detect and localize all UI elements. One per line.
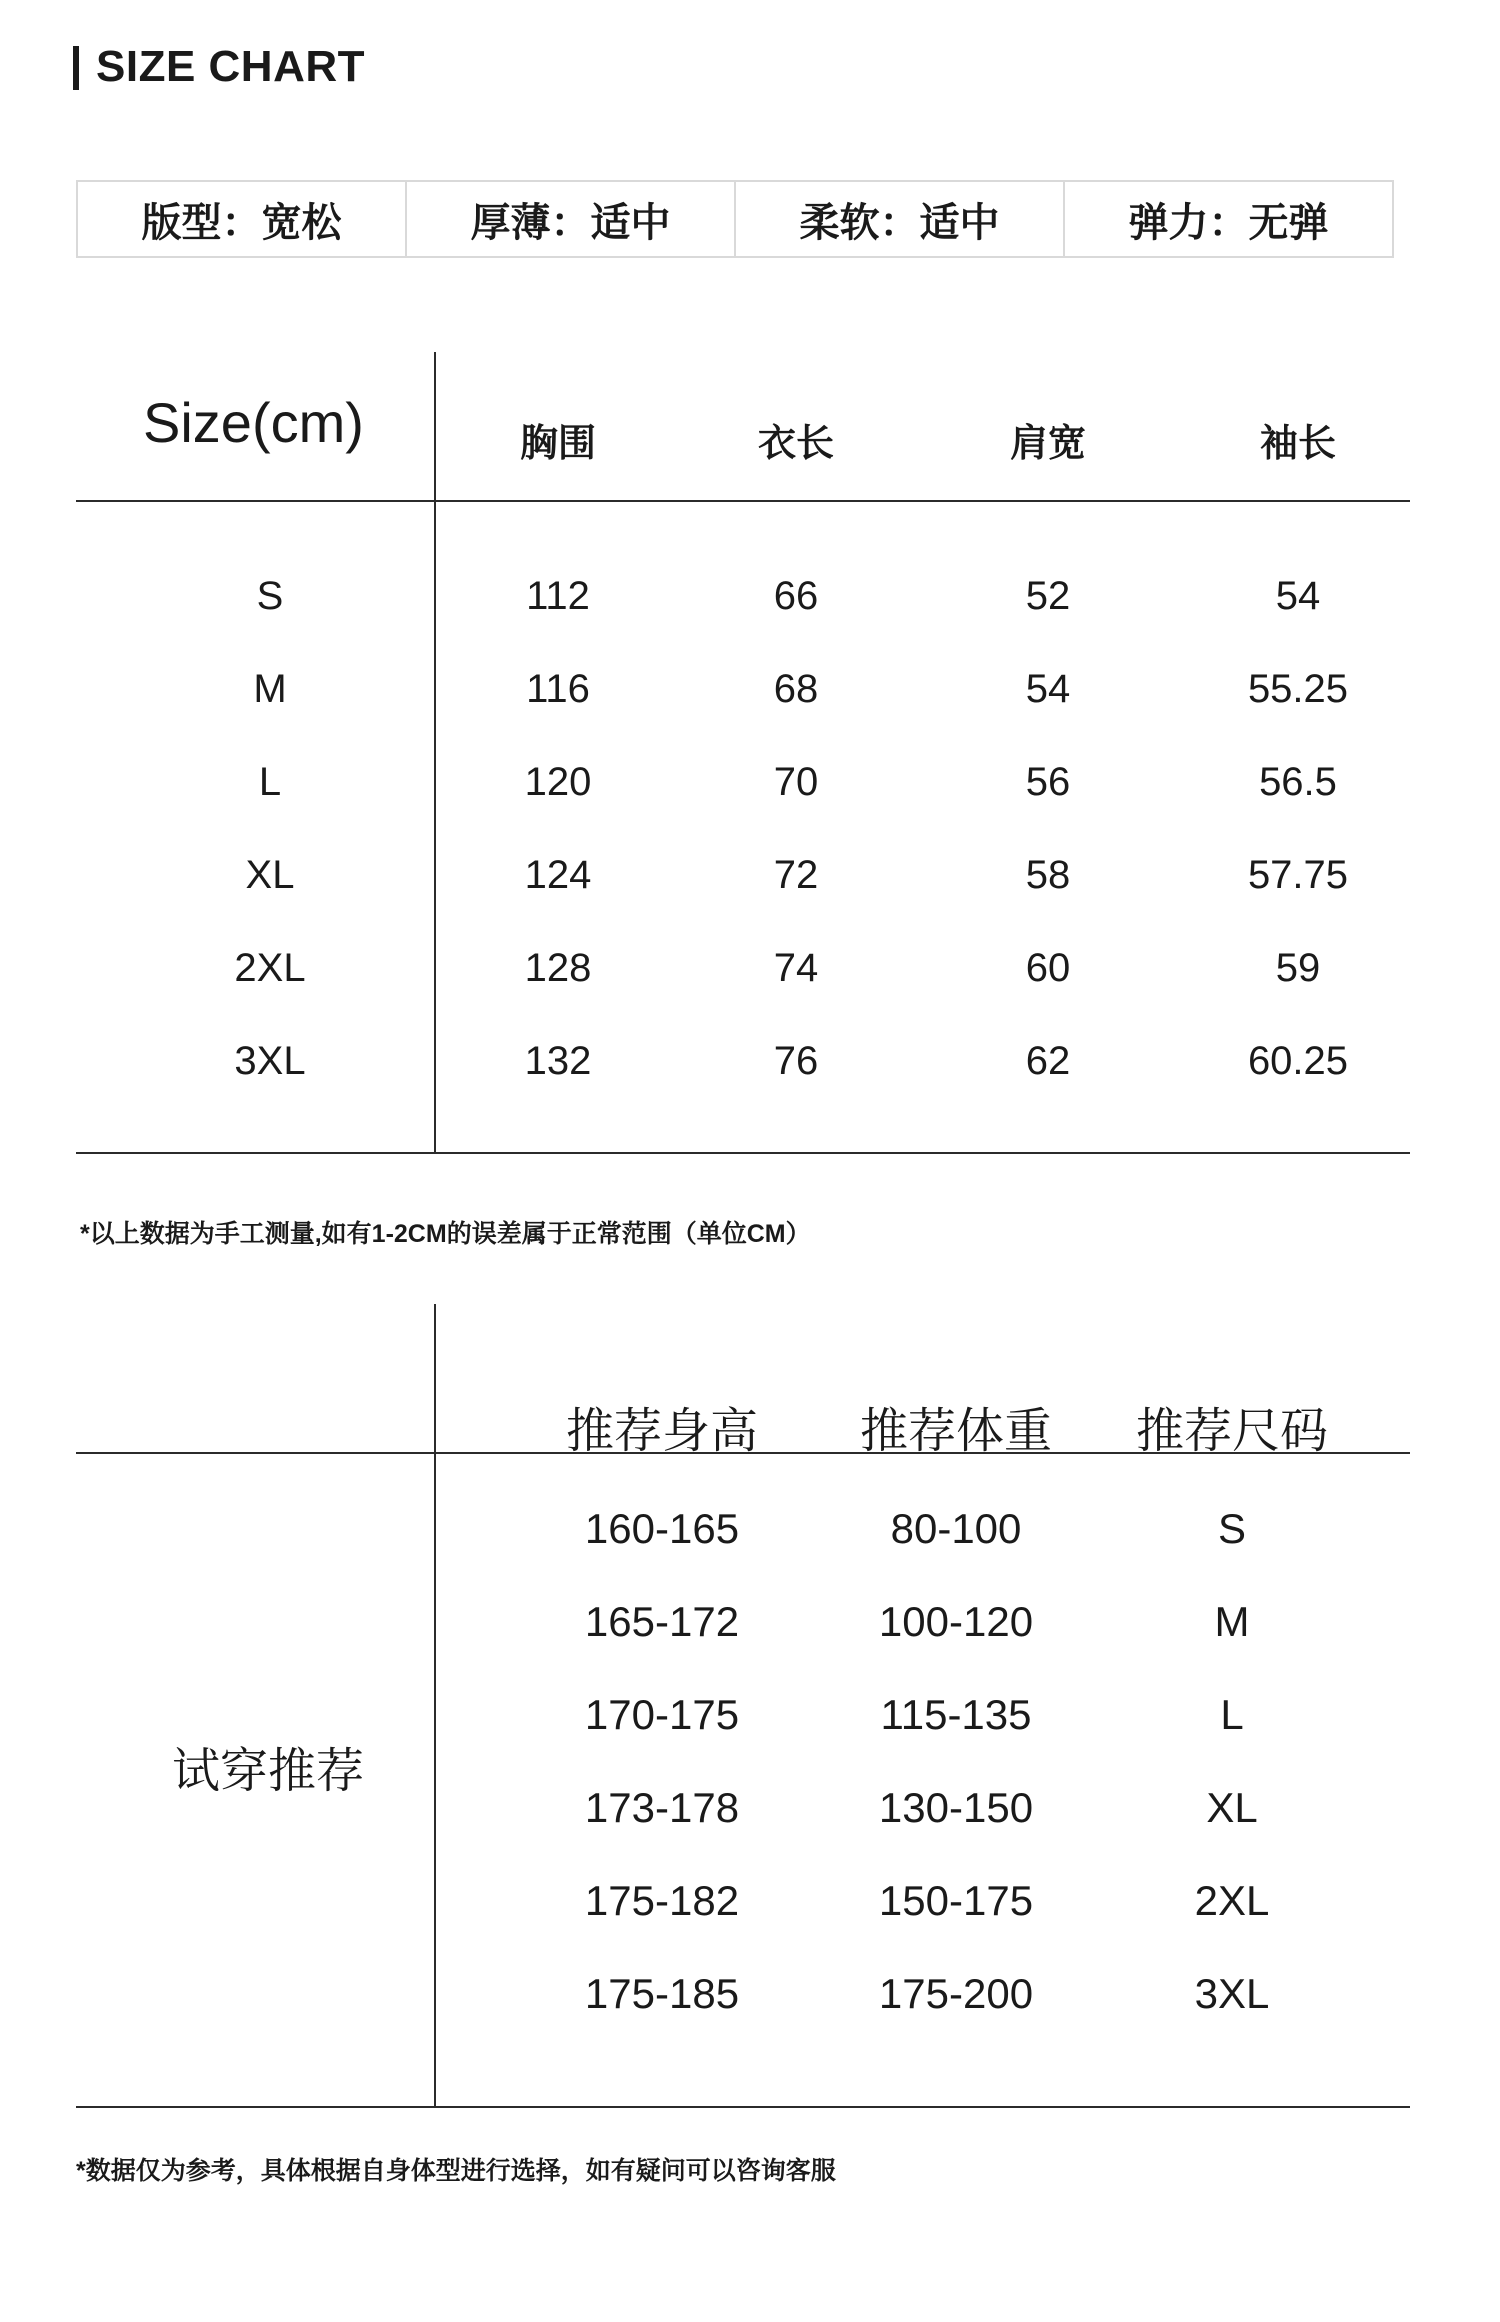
table-cell: 170-175 [584, 1691, 740, 1738]
column-header-length: 衣长 [757, 423, 834, 465]
size-table-divider-vertical [434, 352, 436, 1152]
table-cell: 72 [773, 853, 819, 897]
size-cell: S [256, 574, 284, 618]
size-table-header-rule [76, 500, 1410, 502]
table-cell: 175-182 [584, 1877, 740, 1924]
page-title: SIZE CHART [96, 42, 365, 91]
column-header-shoulder: 肩宽 [1009, 423, 1086, 465]
table-cell: 120 [524, 760, 592, 804]
recommend-table-bottom-rule [76, 2106, 1410, 2108]
table-cell: 100-120 [878, 1598, 1034, 1645]
column-header-weight: 推荐体重 [859, 1405, 1052, 1458]
table-cell: 3XL [1194, 1970, 1270, 2017]
table-cell: 124 [524, 853, 592, 897]
table-cell: XL [1206, 1784, 1258, 1831]
size-cell: L [258, 760, 282, 804]
size-cell: 3XL [234, 1039, 306, 1083]
table-cell: 128 [524, 946, 592, 990]
table-cell: 54 [1275, 574, 1321, 618]
table-cell: 2XL [1194, 1877, 1270, 1924]
attribute-softness: 柔软：适中 [736, 182, 1065, 256]
attribute-fit: 版型：宽松 [78, 182, 407, 256]
table-cell: 59 [1275, 946, 1321, 990]
table-cell: L [1220, 1691, 1244, 1738]
title-accent-bar [73, 46, 79, 90]
table-cell: 66 [773, 574, 819, 618]
table-cell: 80-100 [890, 1505, 1022, 1552]
attribute-row [76, 180, 1394, 258]
table-cell: M [1214, 1598, 1250, 1645]
table-cell: 175-200 [878, 1970, 1034, 2017]
size-cell: XL [245, 853, 295, 897]
reference-note: *数据仅为参考，具体根据自身体型进行选择，如有疑问可以咨询客服 [76, 2157, 836, 2185]
table-cell: S [1217, 1505, 1246, 1552]
size-table-label: Size(cm) [143, 391, 364, 454]
table-cell: 60.25 [1247, 1039, 1349, 1083]
table-cell: 112 [526, 574, 590, 618]
attribute-elasticity: 弹力：无弹 [1128, 200, 1329, 245]
table-cell: 62 [1025, 1039, 1071, 1083]
table-cell: 54 [1025, 667, 1071, 711]
table-cell: 115-135 [880, 1691, 1032, 1738]
table-cell: 56 [1025, 760, 1071, 804]
column-header-size: 推荐尺码 [1135, 1405, 1328, 1458]
size-cell: M [253, 667, 287, 711]
table-cell: 56.5 [1259, 760, 1337, 804]
table-cell: 132 [524, 1039, 592, 1083]
table-cell: 52 [1025, 574, 1071, 618]
table-cell: 55.25 [1247, 667, 1349, 711]
column-header-sleeve: 袖长 [1259, 423, 1336, 465]
table-cell: 160-165 [584, 1505, 740, 1552]
table-cell: 76 [773, 1039, 819, 1083]
table-cell: 58 [1025, 853, 1071, 897]
table-cell: 175-185 [584, 1970, 740, 2017]
table-cell: 68 [773, 667, 819, 711]
column-header-chest: 胸围 [519, 423, 596, 465]
table-cell: 74 [773, 946, 819, 990]
size-table-bottom-rule [76, 1152, 1410, 1154]
attribute-thickness: 厚薄：适中 [407, 182, 736, 256]
table-cell: 165-172 [584, 1598, 740, 1645]
recommend-table-divider-vertical [434, 1304, 436, 2106]
table-cell: 130-150 [878, 1784, 1034, 1831]
size-cell: 2XL [234, 946, 306, 990]
measurement-note: *以上数据为手工测量,如有1-2CM的误差属于正常范围（单位CM） [80, 1220, 811, 1248]
table-cell: 70 [773, 760, 819, 804]
table-cell: 116 [526, 667, 590, 711]
table-cell: 60 [1025, 946, 1071, 990]
table-cell: 173-178 [584, 1784, 740, 1831]
table-cell: 150-175 [878, 1877, 1034, 1924]
column-header-height: 推荐身高 [565, 1405, 758, 1458]
recommend-side-label: 试穿推荐 [172, 1745, 365, 1798]
table-cell: 57.75 [1247, 853, 1349, 897]
